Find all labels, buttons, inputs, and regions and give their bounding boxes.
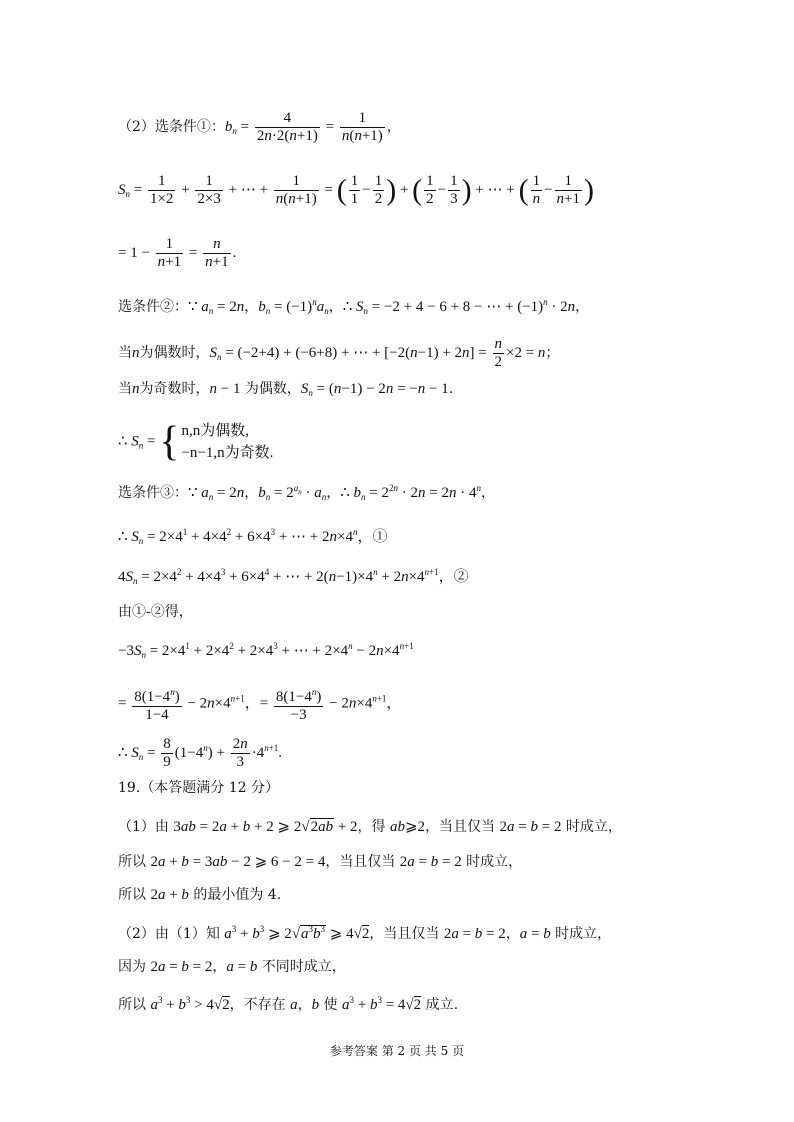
q19-p2-line3: 所以 $a^3 + b^3 > 4√2$，不存在 a，b 使 $a^3 + b^3 = 4√2$ 成立. (118, 995, 459, 1013)
q19-p2-line2: 因为 2a = b = 2，a = b 不同时成立， (118, 959, 346, 975)
q19-p1-line2: 所以 2a + b = 3ab − 2 ⩾ 6 − 2 = 4，当且仅当 2a = b = 2 时成立， (118, 854, 523, 870)
case-odd: −n−1,n为奇数. (181, 445, 274, 461)
part2-header: （2）选条件①： (118, 118, 225, 135)
q19-header: 19.（本答题满分 12 分） (118, 780, 279, 796)
subtract-line: 由①-②得， (118, 604, 193, 620)
piecewise-result: ∴ $S_n$ = { n,n为偶数, −n−1,n为奇数. (118, 419, 274, 465)
condition2-label: 选条件②： (118, 299, 188, 315)
left-brace-icon: { (159, 419, 180, 465)
condition2-line: 选条件②：∵ $a_n = 2n$，$b_n = (-1)^na_n$，∴ $S_n = -2 + 4 - 6 + 8$ − ⋯ + $(-1)^n \cdot 2n$， (118, 297, 590, 316)
q19-p2-line1: （2）由（1）知 $a^3 + b^3$ ⩾ $2√a^3b^3$ ⩾ 4√2，当且仅当 2a = b = 2，a = b 时成立， (118, 924, 612, 942)
eq4-line: = $\frac{8(1-4^n)}{1-4}$ − $2n\times 4^{n+1}$，= $\frac{8(1-4^n)}{-3}$ − $2n\times 4^{n+1}$， (118, 684, 401, 724)
eq1-line: ∴ $S_n = 2\times 4^1 + 4\times 4^2 + 6\times 4^3$ + ⋯ + $2n\times 4^n$，① (118, 527, 388, 546)
eq5-line: ∴ $S_n$ = $\frac{8}{9}$ $(1-4^n)$ + $\frac{2n}{3}$ $\cdot 4^{n+1}$. (118, 736, 283, 770)
odd-case-line: 当n为奇数时，n − 1 为偶数，$S_n = (n-1) - 2n = -n - 1$. (118, 381, 454, 398)
eq3-line: $-3S_n = 2\times 4^1 + 2\times 4^2 + 2\times 4^3$ + ⋯ + $2\times 4^n - 2n\times 4^{n+1}$ (118, 641, 414, 660)
condition3-line: 选条件③：∵ $a_n = 2n$，$b_n = 2^{a_n} \cdot a_n$，∴ $b_n = 2^{2n} \cdot 2n = 2n \cdot 4^n$， (118, 483, 495, 502)
condition3-label: 选条件③： (118, 485, 188, 501)
sn-sum-line: $S_n$ = $\frac{1}{1\times 2}$ + $\frac{1}{2\times 3}$ + ⋯ + $\frac{1}{n(n+1)}$ = ( $\frac{1}{1}$ − $\frac{1}{2}$ ) + ( $\frac{1}{2}$ − $\frac{1}{3}$ ) + ⋯ + ( $\frac{1}{n}$ − $\frac{1}{n+1}$ ) (118, 173, 594, 207)
bn-fraction-1: $\frac{4}{2n\cdot 2(n+1)}$ (256, 110, 318, 144)
even-case-line: 当n为偶数时，$S_n = (-2+4) + (-6+8)$ + ⋯ + [−2(n−1) + 2n] = $\frac{n}{2}$ ×2 = n； (118, 336, 560, 370)
page-footer: 参考答案 第 2 页 共 5 页 (329, 1044, 465, 1058)
case-even: n,n为偶数, (181, 423, 249, 439)
q19-p1-line3: 所以 2a + b 的最小值为 4. (118, 887, 282, 903)
bn-fraction-2: $\frac{1}{n(n+1)}$ (341, 110, 383, 144)
eq2-line: $4S_n = 2\times 4^2 + 4\times 4^3 + 6\times 4^4$ + ⋯ + $2(n-1)\times 4^n + 2n\times 4^{n+1}$，② (118, 567, 469, 586)
part2-condition1-line: （2）选条件①：$b_n$ = $\frac{4}{2n\cdot 2(n+1)}$ = $\frac{1}{n(n+1)}$ ， (118, 110, 401, 144)
q19-p1-line1: （1）由 3ab = 2a + b + 2 ⩾ 2√2ab + 2，得 ab⩾2，当且仅当 2a = b = 2 时成立， (118, 819, 622, 835)
sn-result-line: = 1 − $\frac{1}{n+1}$ = $\frac{n}{n+1}$ . (118, 236, 237, 270)
